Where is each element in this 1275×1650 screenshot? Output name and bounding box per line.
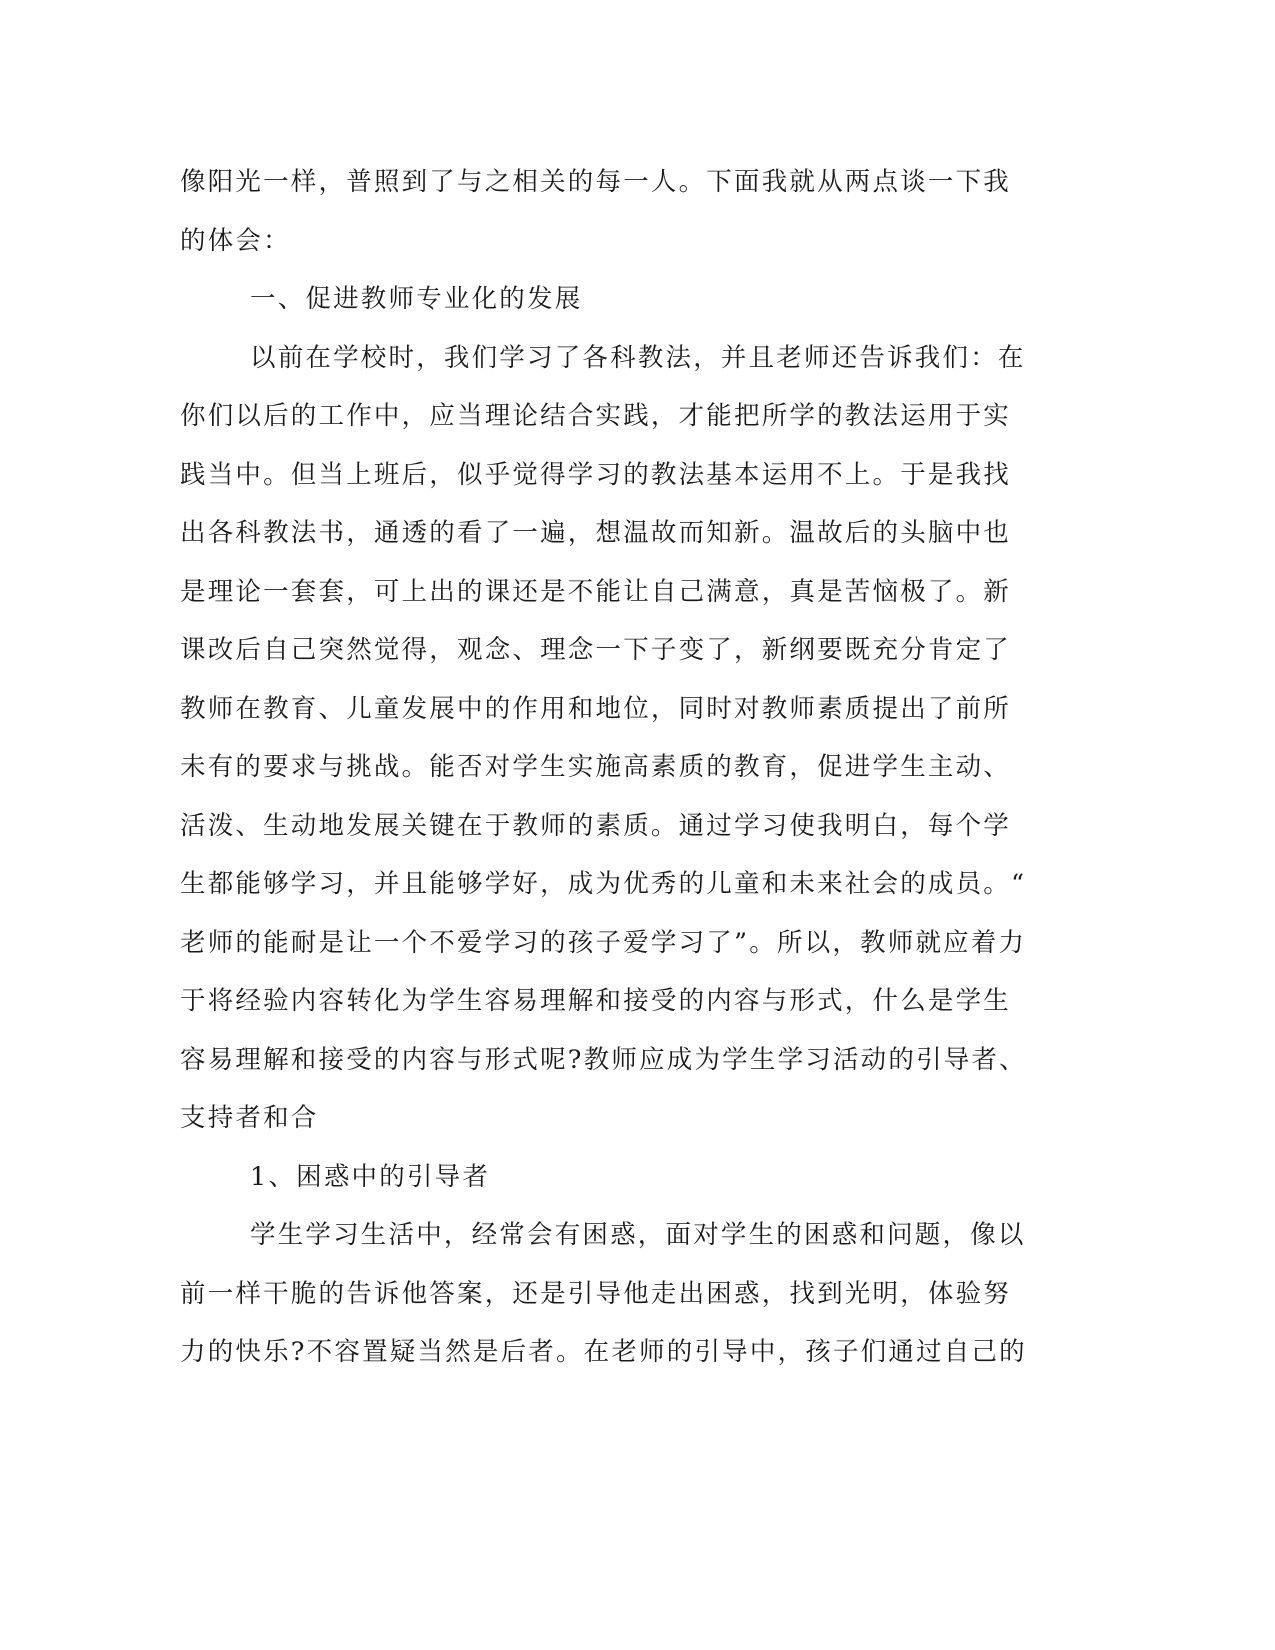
text-line-4: 以前在学校时，我们学习了各科教法，并且老师还告诉我们：在 [250, 342, 1026, 373]
text-line-20: 前一样干脆的告诉他答案，还是引导他走出困惑，找到光明，体验努 [180, 1278, 1012, 1309]
text-line-12: 活泼、生动地发展关键在于教师的素质。通过学习使我明白，每个学 [180, 810, 1012, 841]
text-line-10: 教师在教育、儿童发展中的作用和地位，同时对教师素质提出了前所 [180, 693, 1012, 724]
text-line-9: 课改后自己突然觉得，观念、理念一下子变了，新纲要既充分肯定了 [180, 635, 1012, 665]
text-line-17: 支持者和合 [180, 1103, 319, 1133]
text-line-16: 容易理解和接受的内容与形式呢?教师应成为学生学习活动的引导者、 [180, 1044, 1027, 1075]
text-line-2: 的体会： [180, 225, 291, 256]
text-line-6: 践当中。但当上班后，似乎觉得学习的教法基本运用不上。于是我找 [180, 459, 1012, 490]
document-body [180, 153, 1030, 1382]
text-line-14: 老师的能耐是让一个不爱学习的孩子爱学习了”。所以，教师就应着力 [180, 927, 1027, 958]
text-line-5: 你们以后的工作中，应当理论结合实践，才能把所学的教法运用于实 [180, 401, 1012, 431]
subsection-heading: 1、困惑中的引导者 [250, 1161, 491, 1192]
text-line-8: 是理论一套套，可上出的课还是不能让自己满意，真是苦恼极了。新 [180, 576, 1012, 607]
text-line-1: 像阳光一样，普照到了与之相关的每一人。下面我就从两点谈一下我 [180, 167, 1012, 197]
text-line-11: 未有的要求与挑战。能否对学生实施高素质的教育，促进学生主动、 [180, 752, 1012, 782]
section-heading: 一、促进教师专业化的发展 [250, 284, 583, 314]
text-line-7: 出各科教法书，通透的看了一遍，想温故而知新。温故后的头脑中也 [180, 518, 1012, 548]
text-line-15: 于将经验内容转化为学生容易理解和接受的内容与形式，什么是学生 [180, 986, 1012, 1016]
text-line-13: 生都能够学习，并且能够学好，成为优秀的儿童和未来社会的成员。“ [180, 869, 1027, 899]
text-line-21: 力的快乐?不容置疑当然是后者。在老师的引导中，孩子们通过自己的 [180, 1337, 1027, 1367]
text-line-19: 学生学习生活中，经常会有困惑，面对学生的困惑和问题，像以 [250, 1220, 1026, 1250]
